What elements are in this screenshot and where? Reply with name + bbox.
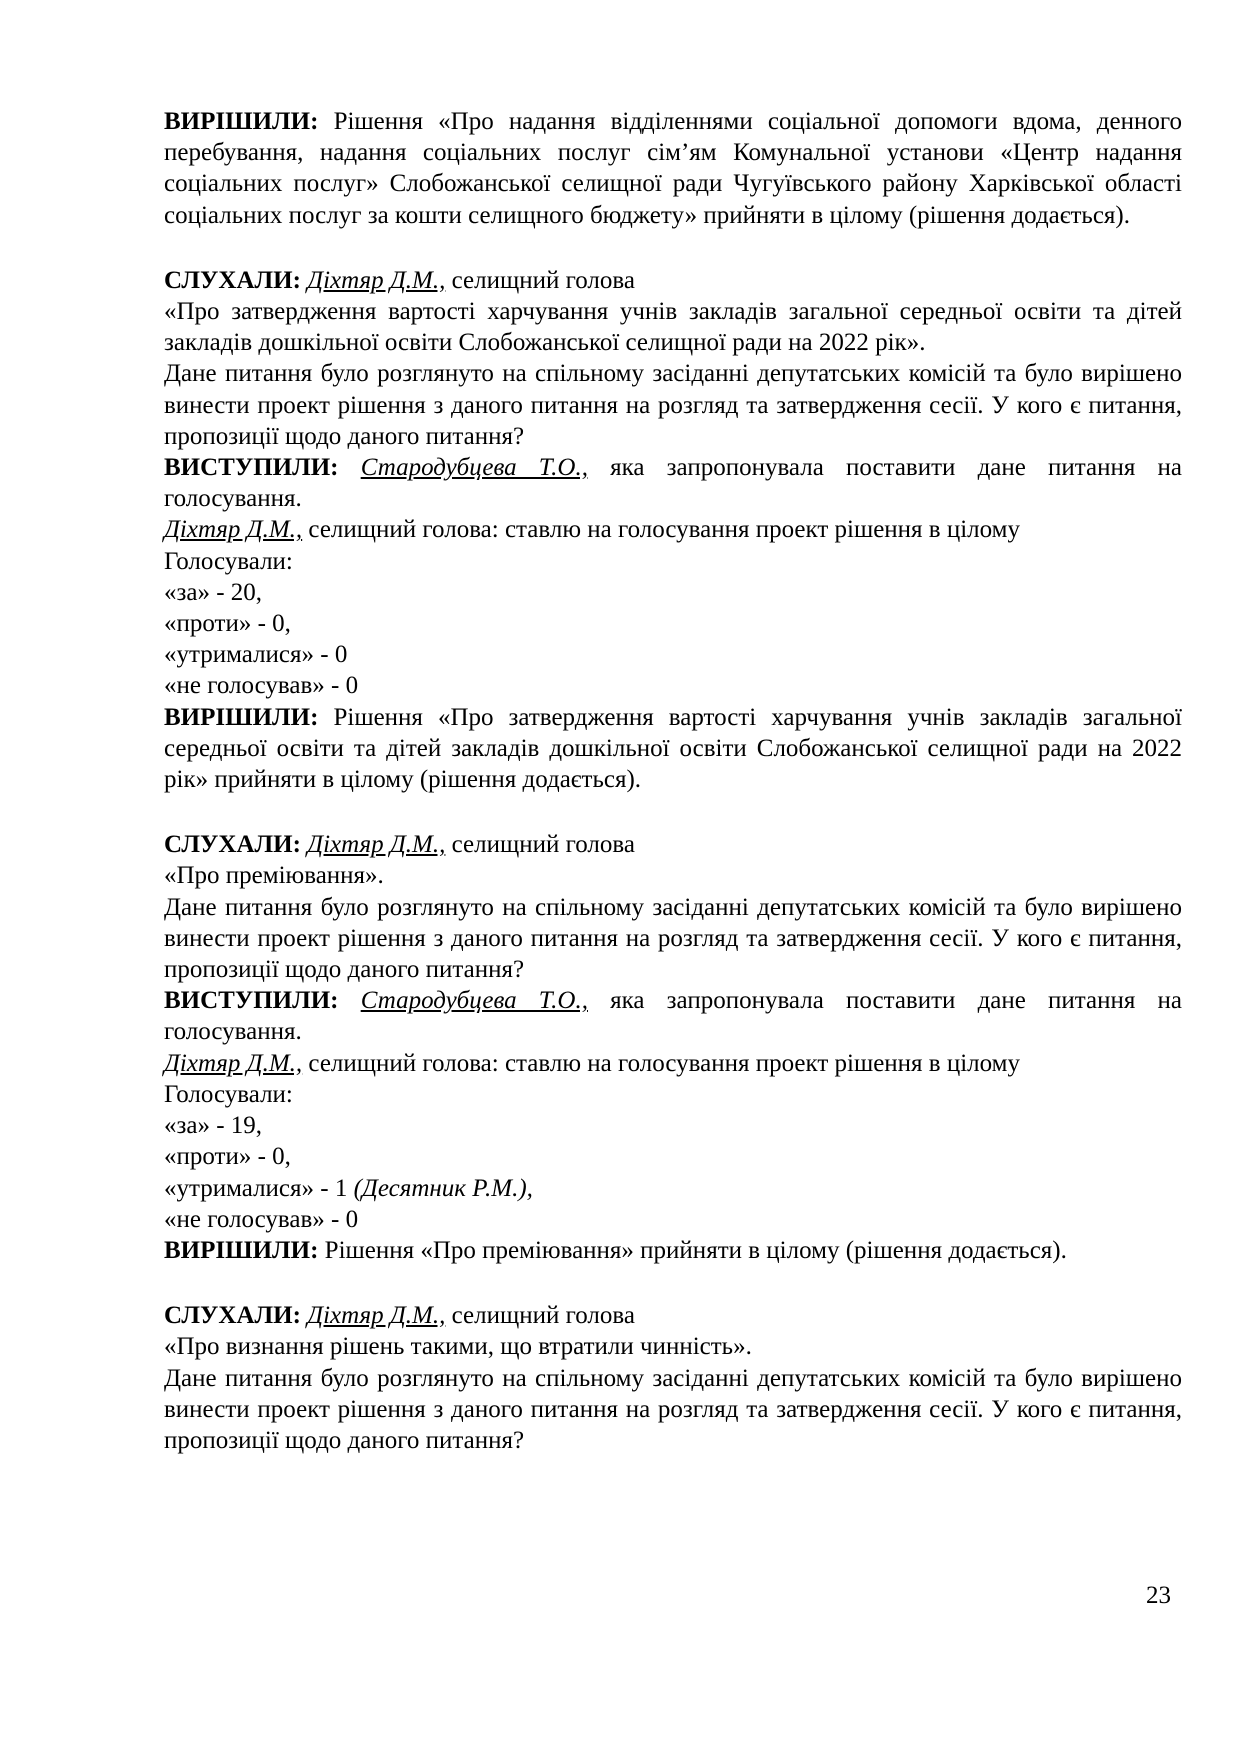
- decision-text: Рішення «Про преміювання» прийняти в цілому (рішення додається).: [324, 1236, 1067, 1264]
- chair-text: селищний голова: ставлю на голосування проект рішення в цілому: [308, 1049, 1020, 1077]
- heard-label: СЛУХАЛИ:: [164, 831, 301, 859]
- vote-against: «проти» - 0,: [164, 610, 291, 638]
- topic-title: «Про преміювання».: [164, 862, 384, 890]
- heard-line: [164, 829, 1182, 860]
- topic-title: «Про визнання рішень такими, що втратили чинність».: [164, 1333, 752, 1361]
- spoke-name: Стародубцева Т.О.,: [360, 454, 588, 482]
- decided-label: ВИРІШИЛИ:: [164, 1236, 319, 1264]
- voted-label: Голосували:: [164, 1080, 293, 1108]
- chair-text: селищний голова: ставлю на голосування проект рішення в цілому: [308, 516, 1020, 544]
- spoke-label: ВИСТУПИЛИ:: [164, 987, 339, 1015]
- chair-name: Діхтяр Д.М.,: [164, 516, 303, 544]
- speaker-role: селищний голова: [451, 831, 635, 859]
- intro-paragraph: Дане питання було розглянуто на спільному засіданні депутатських комісій та було вирішено винести проект рішення з даного питання на розгляд та затвердження сесії. У кого є питання, пропозиції щодо даного питання?: [164, 893, 1182, 984]
- intro-paragraph: Дане питання було розглянуто на спільному засіданні депутатських комісій та було вирішено винести проект рішення з даного питання на розгляд та затвердження сесії. У кого є питання, пропозиції щодо даного питання?: [164, 1364, 1182, 1454]
- page-number: 23: [1146, 1582, 1171, 1609]
- spoke-name: Стародубцева Т.О.,: [360, 987, 588, 1015]
- chair-line: [164, 514, 1182, 545]
- chair-name: Діхтяр Д.М.,: [164, 1049, 303, 1077]
- speaker-role: селищний голова: [451, 266, 635, 294]
- speaker-name: Діхтяр Д.М.,: [307, 831, 446, 859]
- decided-label: ВИРІШИЛИ:: [164, 108, 319, 135]
- decision-paragraph: [164, 106, 1182, 231]
- intro-paragraph: Дане питання було розглянуто на спільному засіданні депутатських комісій та було вирішено винести проект рішення з даного питання на розгляд та затвердження сесії. У кого є питання, пропозиції щодо даного питання?: [164, 360, 1182, 450]
- vote-none: «не голосував» - 0: [164, 672, 359, 700]
- heard-label: СЛУХАЛИ:: [164, 1302, 301, 1330]
- spoke-paragraph: [164, 985, 1182, 1047]
- spoke-paragraph: [164, 452, 1182, 514]
- heard-label: СЛУХАЛИ:: [164, 266, 301, 294]
- heard-line: [164, 265, 1182, 296]
- document-page: [164, 106, 1182, 1456]
- vote-none: «не голосував» - 0: [164, 1205, 359, 1233]
- vote-abstain: «утрималися» - 0: [164, 641, 348, 669]
- decision-paragraph: [164, 702, 1182, 796]
- vote-abstain-count: «утрималися» - 1: [164, 1174, 348, 1202]
- voted-label: Голосували:: [164, 547, 293, 575]
- vote-abstain: [164, 1173, 1182, 1204]
- spoke-text: яка запропонувала поставити дане питання на голосування.: [164, 987, 1183, 1046]
- speaker-name: Діхтяр Д.М.,: [307, 1302, 446, 1330]
- spoke-text: яка запропонувала поставити дане питання на голосування.: [164, 454, 1183, 513]
- vote-abstain-name: (Десятник Р.М.),: [353, 1174, 533, 1202]
- heard-line: [164, 1300, 1182, 1331]
- vote-against: «проти» - 0,: [164, 1143, 291, 1171]
- decision-paragraph: [164, 1235, 1182, 1266]
- spoke-label: ВИСТУПИЛИ:: [164, 454, 339, 482]
- speaker-role: селищний голова: [451, 1302, 635, 1330]
- decision-text: Рішення «Про надання відділеннями соціальної допомоги вдома, денного перебування, надання соціальних послуг сім’ям Комунальної установи «Центр надання соціальних послуг» Слобожанської селищної ради Чугуївського району Харківської області соціальних послуг за кошти селищного бюджету» прийняти в цілому (рішення додається).: [164, 108, 1183, 229]
- speaker-name: Діхтяр Д.М.,: [307, 266, 446, 294]
- vote-for: «за» - 19,: [164, 1112, 263, 1140]
- topic-title: «Про затвердження вартості харчування учнів закладів загальної середньої освіти та дітей закладів дошкільної освіти Слобожанської селищної ради на 2022 рік».: [164, 298, 1182, 357]
- chair-line: [164, 1048, 1182, 1079]
- vote-for: «за» - 20,: [164, 578, 263, 606]
- decision-text: Рішення «Про затвердження вартості харчування учнів закладів загальної середньої освіти та дітей закладів дошкільної освіти Слобожанської селищної ради на 2022 рік» прийняти в цілому (рішення додається).: [164, 703, 1183, 794]
- decided-label: ВИРІШИЛИ:: [164, 703, 319, 731]
